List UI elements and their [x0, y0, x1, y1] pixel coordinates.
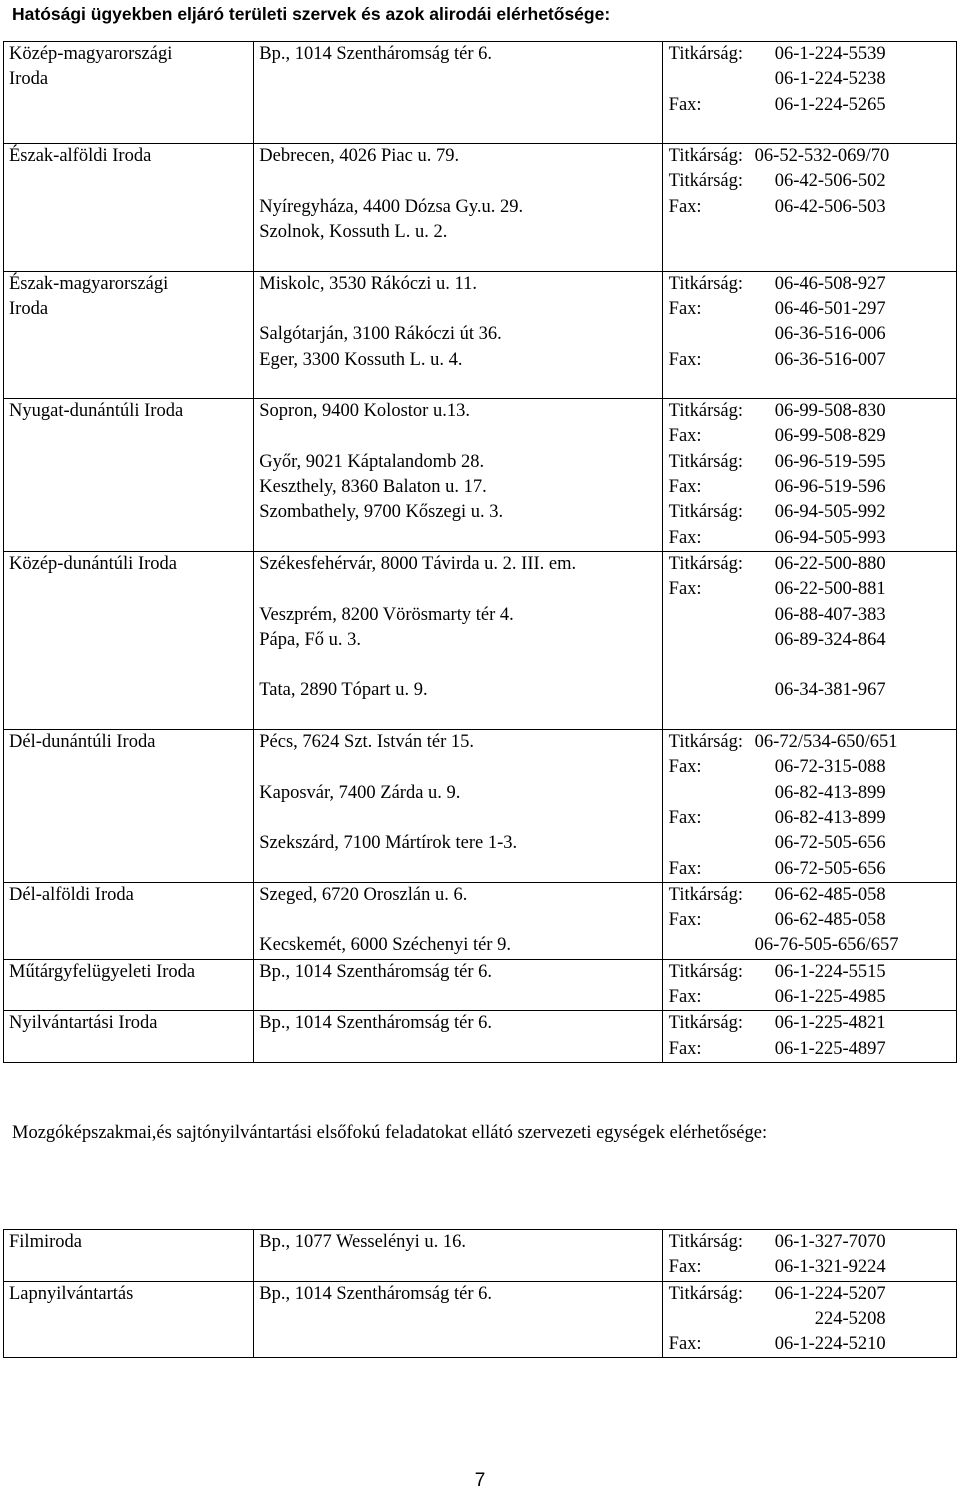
address-line: Bp., 1014 Szentháromság tér 6. — [259, 961, 492, 982]
phone-label: Titkárság: — [668, 884, 744, 905]
office-name-line: Dél-dunántúli Iroda — [9, 732, 156, 753]
phone-line — [663, 93, 956, 118]
phone-line — [663, 144, 956, 169]
phone-line — [663, 960, 956, 985]
phone-label: Fax: — [668, 986, 702, 1007]
phone-label: Fax: — [668, 579, 702, 600]
office-name-cell — [4, 271, 254, 398]
phone-line — [663, 653, 956, 678]
phone-cell — [662, 1230, 956, 1282]
table-row — [4, 730, 957, 883]
phone-number: 06-1-225-4985 — [774, 986, 886, 1007]
office-name-line: Nyilvántartási Iroda — [9, 1013, 158, 1034]
phone-line — [663, 1255, 956, 1280]
address-cell — [254, 882, 662, 959]
phone-number: 224-5208 — [814, 1308, 886, 1329]
table-row — [4, 1011, 957, 1063]
phone-line — [663, 883, 956, 908]
phone-number: 06-1-224-5210 — [774, 1334, 886, 1355]
phone-label: Titkárság: — [668, 1013, 744, 1034]
address-line: Szekszárd, 7100 Mártírok tere 1-3. — [259, 833, 518, 854]
phone-line — [663, 67, 956, 92]
phone-line — [663, 985, 956, 1010]
address-line: Bp., 1014 Szentháromság tér 6. — [259, 1283, 492, 1304]
phone-line — [663, 348, 956, 373]
phone-line — [663, 1011, 956, 1036]
phone-label: Fax: — [668, 349, 702, 370]
phone-label: Fax: — [668, 298, 702, 319]
phone-line — [663, 169, 956, 194]
film-press-units-table — [3, 1229, 957, 1358]
phone-line — [663, 1282, 956, 1307]
address-line — [254, 297, 661, 322]
office-name-cell — [4, 1230, 254, 1282]
phone-number: 06-42-506-502 — [774, 171, 886, 192]
phone-number: 06-1-225-4821 — [774, 1013, 886, 1034]
office-name-line: Észak-alföldi Iroda — [9, 146, 152, 167]
address-line — [254, 806, 661, 831]
address-line: Székesfehérvár, 8000 Távirda u. 2. III. em. — [259, 553, 577, 574]
table-row — [4, 271, 957, 398]
phone-line — [663, 1332, 956, 1357]
office-name-line: Dél-alföldi Iroda — [9, 884, 134, 905]
address-line: Győr, 9021 Káptalandomb 28. — [259, 451, 485, 472]
address-line: Szombathely, 9700 Kőszegi u. 3. — [259, 502, 504, 523]
phone-label: Titkárság: — [668, 732, 744, 753]
phone-line — [663, 908, 956, 933]
phone-line — [663, 552, 956, 577]
address-line: Debrecen, 4026 Piac u. 79. — [259, 146, 460, 167]
phone-number: 06-72/534-650/651 — [754, 732, 898, 753]
phone-line — [663, 577, 956, 602]
address-line: Pápa, Fő u. 3. — [259, 629, 361, 650]
office-name-cell — [4, 399, 254, 552]
phone-number: 06-1-224-5539 — [774, 44, 886, 64]
address-line: Szeged, 6720 Oroszlán u. 6. — [259, 884, 468, 905]
phone-number: 06-1-225-4897 — [774, 1038, 886, 1059]
address-line: Keszthely, 8360 Balaton u. 17. — [259, 477, 487, 498]
phone-label: Fax: — [668, 1038, 702, 1059]
phone-line — [663, 1307, 956, 1332]
phone-number: 06-82-413-899 — [774, 807, 886, 828]
phone-number: 06-1-321-9224 — [774, 1257, 886, 1278]
office-name-cell — [4, 42, 254, 144]
phone-line — [663, 933, 956, 958]
address-line — [254, 755, 661, 780]
film-press-units-paragraph: Mozgóképszakmai,és sajtónyilvántartási elsőfokú feladatokat ellátó szervezeti egységek elérhetősége: — [12, 1123, 768, 1143]
phone-label: Titkárság: — [668, 961, 744, 982]
phone-label: Titkárság: — [668, 1232, 744, 1252]
phone-number: 06-1-224-5265 — [774, 94, 886, 115]
phone-label: Titkárság: — [668, 553, 744, 574]
office-name-line: Közép-dunántúli Iroda — [9, 553, 177, 574]
phone-line — [663, 603, 956, 628]
phone-number: 06-82-413-899 — [774, 782, 886, 803]
phone-number: 06-34-381-967 — [774, 680, 886, 701]
page-heading: Hatósági ügyekben eljáró területi szervek és azok alirodái elérhetősége: — [12, 4, 611, 24]
phone-line — [663, 399, 956, 424]
phone-number: 06-89-324-864 — [774, 629, 886, 650]
phone-label: Fax: — [668, 94, 702, 115]
phone-line — [663, 297, 956, 322]
phone-line — [663, 1037, 956, 1062]
phone-number: 06-22-500-880 — [774, 553, 886, 574]
address-line — [254, 169, 661, 194]
address-line: Eger, 3300 Kossuth L. u. 4. — [259, 349, 463, 370]
phone-cell — [662, 399, 956, 552]
phone-label: Fax: — [668, 426, 702, 447]
phone-line — [663, 755, 956, 780]
address-line: Veszprém, 8200 Vörösmarty tér 4. — [259, 604, 514, 625]
phone-line — [663, 475, 956, 500]
phone-number: 06-62-485-058 — [774, 884, 886, 905]
phone-cell — [662, 1281, 956, 1358]
phone-line — [663, 526, 956, 551]
address-cell — [254, 730, 662, 883]
phone-cell — [662, 551, 956, 729]
phone-number: 06-1-224-5238 — [774, 69, 886, 90]
phone-line — [663, 678, 956, 703]
phone-number: 06-36-516-007 — [774, 349, 886, 370]
phone-number: 06-72-505-656 — [774, 858, 886, 879]
phone-line — [663, 857, 956, 882]
office-name-cell — [4, 882, 254, 959]
address-line: Salgótarján, 3100 Rákóczi út 36. — [259, 324, 502, 345]
office-name-cell — [4, 1281, 254, 1358]
phone-number: 06-96-519-595 — [774, 451, 886, 472]
phone-line — [663, 730, 956, 755]
table-row — [4, 144, 957, 271]
address-cell — [254, 1281, 662, 1358]
phone-label: Titkárság: — [668, 44, 744, 64]
address-line — [254, 577, 661, 602]
table-row — [4, 959, 957, 1011]
phone-label: Titkárság: — [668, 171, 744, 192]
office-name-cell — [4, 551, 254, 729]
address-cell — [254, 959, 662, 1011]
address-line: Nyíregyháza, 4400 Dózsa Gy.u. 29. — [259, 196, 524, 217]
phone-label: Fax: — [668, 196, 702, 217]
address-line: Tata, 2890 Tópart u. 9. — [259, 680, 428, 701]
phone-line — [663, 424, 956, 449]
address-line — [254, 653, 661, 678]
address-cell — [254, 144, 662, 271]
table-row — [4, 399, 957, 552]
address-cell — [254, 551, 662, 729]
phone-number: 06-36-516-006 — [774, 324, 886, 345]
address-line: Bp., 1014 Szentháromság tér 6. — [259, 1013, 492, 1034]
phone-line — [663, 42, 956, 67]
office-name-line: Észak-magyarországi — [9, 273, 169, 294]
phone-cell — [662, 882, 956, 959]
phone-number: 06-96-519-596 — [774, 477, 886, 498]
office-name-line: Iroda — [9, 69, 49, 90]
office-name-line: Nyugat-dunántúli Iroda — [9, 401, 184, 422]
office-name-cell — [4, 959, 254, 1011]
address-line — [254, 424, 661, 449]
phone-line — [663, 450, 956, 475]
address-line: Bp., 1014 Szentháromság tér 6. — [259, 44, 492, 64]
office-name-line: Lapnyilvántartás — [9, 1283, 134, 1304]
phone-label: Titkárság: — [668, 146, 744, 167]
address-line: Sopron, 9400 Kolostor u.13. — [259, 401, 470, 422]
office-name-line: Közép-magyarországi — [9, 44, 173, 64]
table-row — [4, 1230, 957, 1282]
phone-line — [663, 781, 956, 806]
phone-line — [663, 322, 956, 347]
phone-line — [663, 500, 956, 525]
phone-line — [663, 831, 956, 856]
phone-line — [663, 1230, 956, 1255]
phone-label: Fax: — [668, 527, 702, 548]
office-name-cell — [4, 144, 254, 271]
table-row — [4, 42, 957, 144]
phone-line — [663, 806, 956, 831]
phone-number: 06-1-224-5515 — [774, 961, 886, 982]
address-line: Bp., 1077 Wesselényi u. 16. — [259, 1232, 467, 1252]
office-name-line: Műtárgyfelügyeleti Iroda — [9, 961, 196, 982]
address-line: Pécs, 7624 Szt. István tér 15. — [259, 732, 475, 753]
phone-number: 06-94-505-993 — [774, 527, 886, 548]
phone-label: Titkárság: — [668, 502, 744, 523]
phone-cell — [662, 1011, 956, 1063]
phone-number: 06-46-508-927 — [774, 273, 886, 294]
table-row — [4, 551, 957, 729]
phone-number: 06-22-500-881 — [774, 579, 886, 600]
phone-number: 06-42-506-503 — [774, 196, 886, 217]
office-name-line: Iroda — [9, 298, 49, 319]
phone-label: Fax: — [668, 477, 702, 498]
office-name-line: Filmiroda — [9, 1232, 82, 1252]
phone-label: Titkárság: — [668, 451, 744, 472]
phone-number: 06-46-501-297 — [774, 298, 886, 319]
phone-cell — [662, 730, 956, 883]
address-line: Kecskemét, 6000 Széchenyi tér 9. — [259, 935, 511, 956]
phone-number: 06-99-508-830 — [774, 401, 886, 422]
phone-cell — [662, 959, 956, 1011]
phone-label: Titkárság: — [668, 273, 744, 294]
phone-line — [663, 272, 956, 297]
phone-label: Fax: — [668, 757, 702, 778]
address-cell — [254, 42, 662, 144]
phone-line — [663, 195, 956, 220]
phone-cell — [662, 144, 956, 271]
phone-label: Fax: — [668, 1334, 702, 1355]
address-cell — [254, 1011, 662, 1063]
phone-line — [663, 628, 956, 653]
office-name-cell — [4, 730, 254, 883]
phone-label: Fax: — [668, 910, 702, 931]
phone-cell — [662, 271, 956, 398]
page-number: 7 — [474, 1470, 486, 1491]
phone-label: Fax: — [668, 1257, 702, 1278]
phone-number: 06-99-508-829 — [774, 426, 886, 447]
address-cell — [254, 399, 662, 552]
office-name-cell — [4, 1011, 254, 1063]
address-line: Kaposvár, 7400 Zárda u. 9. — [259, 782, 461, 803]
address-cell — [254, 1230, 662, 1282]
phone-number: 06-1-224-5207 — [774, 1283, 886, 1304]
phone-label: Fax: — [668, 807, 702, 828]
regional-offices-table — [3, 41, 957, 1063]
phone-number: 06-52-532-069/70 — [754, 146, 890, 167]
table-row — [4, 882, 957, 959]
phone-number: 06-76-505-656/657 — [754, 935, 899, 956]
table-row — [4, 1281, 957, 1358]
phone-cell — [662, 42, 956, 144]
phone-number: 06-62-485-058 — [774, 910, 886, 931]
phone-number: 06-94-505-992 — [774, 502, 886, 523]
phone-label: Titkárság: — [668, 1283, 744, 1304]
address-line: Miskolc, 3530 Rákóczi u. 11. — [259, 273, 477, 294]
phone-number: 06-72-505-656 — [774, 833, 886, 854]
phone-number: 06-72-315-088 — [774, 757, 886, 778]
phone-number: 06-88-407-383 — [774, 604, 886, 625]
phone-label: Fax: — [668, 858, 702, 879]
phone-label: Titkárság: — [668, 401, 744, 422]
address-cell — [254, 271, 662, 398]
phone-number: 06-1-327-7070 — [774, 1232, 886, 1252]
address-line — [254, 908, 661, 933]
address-line: Szolnok, Kossuth L. u. 2. — [259, 222, 448, 243]
